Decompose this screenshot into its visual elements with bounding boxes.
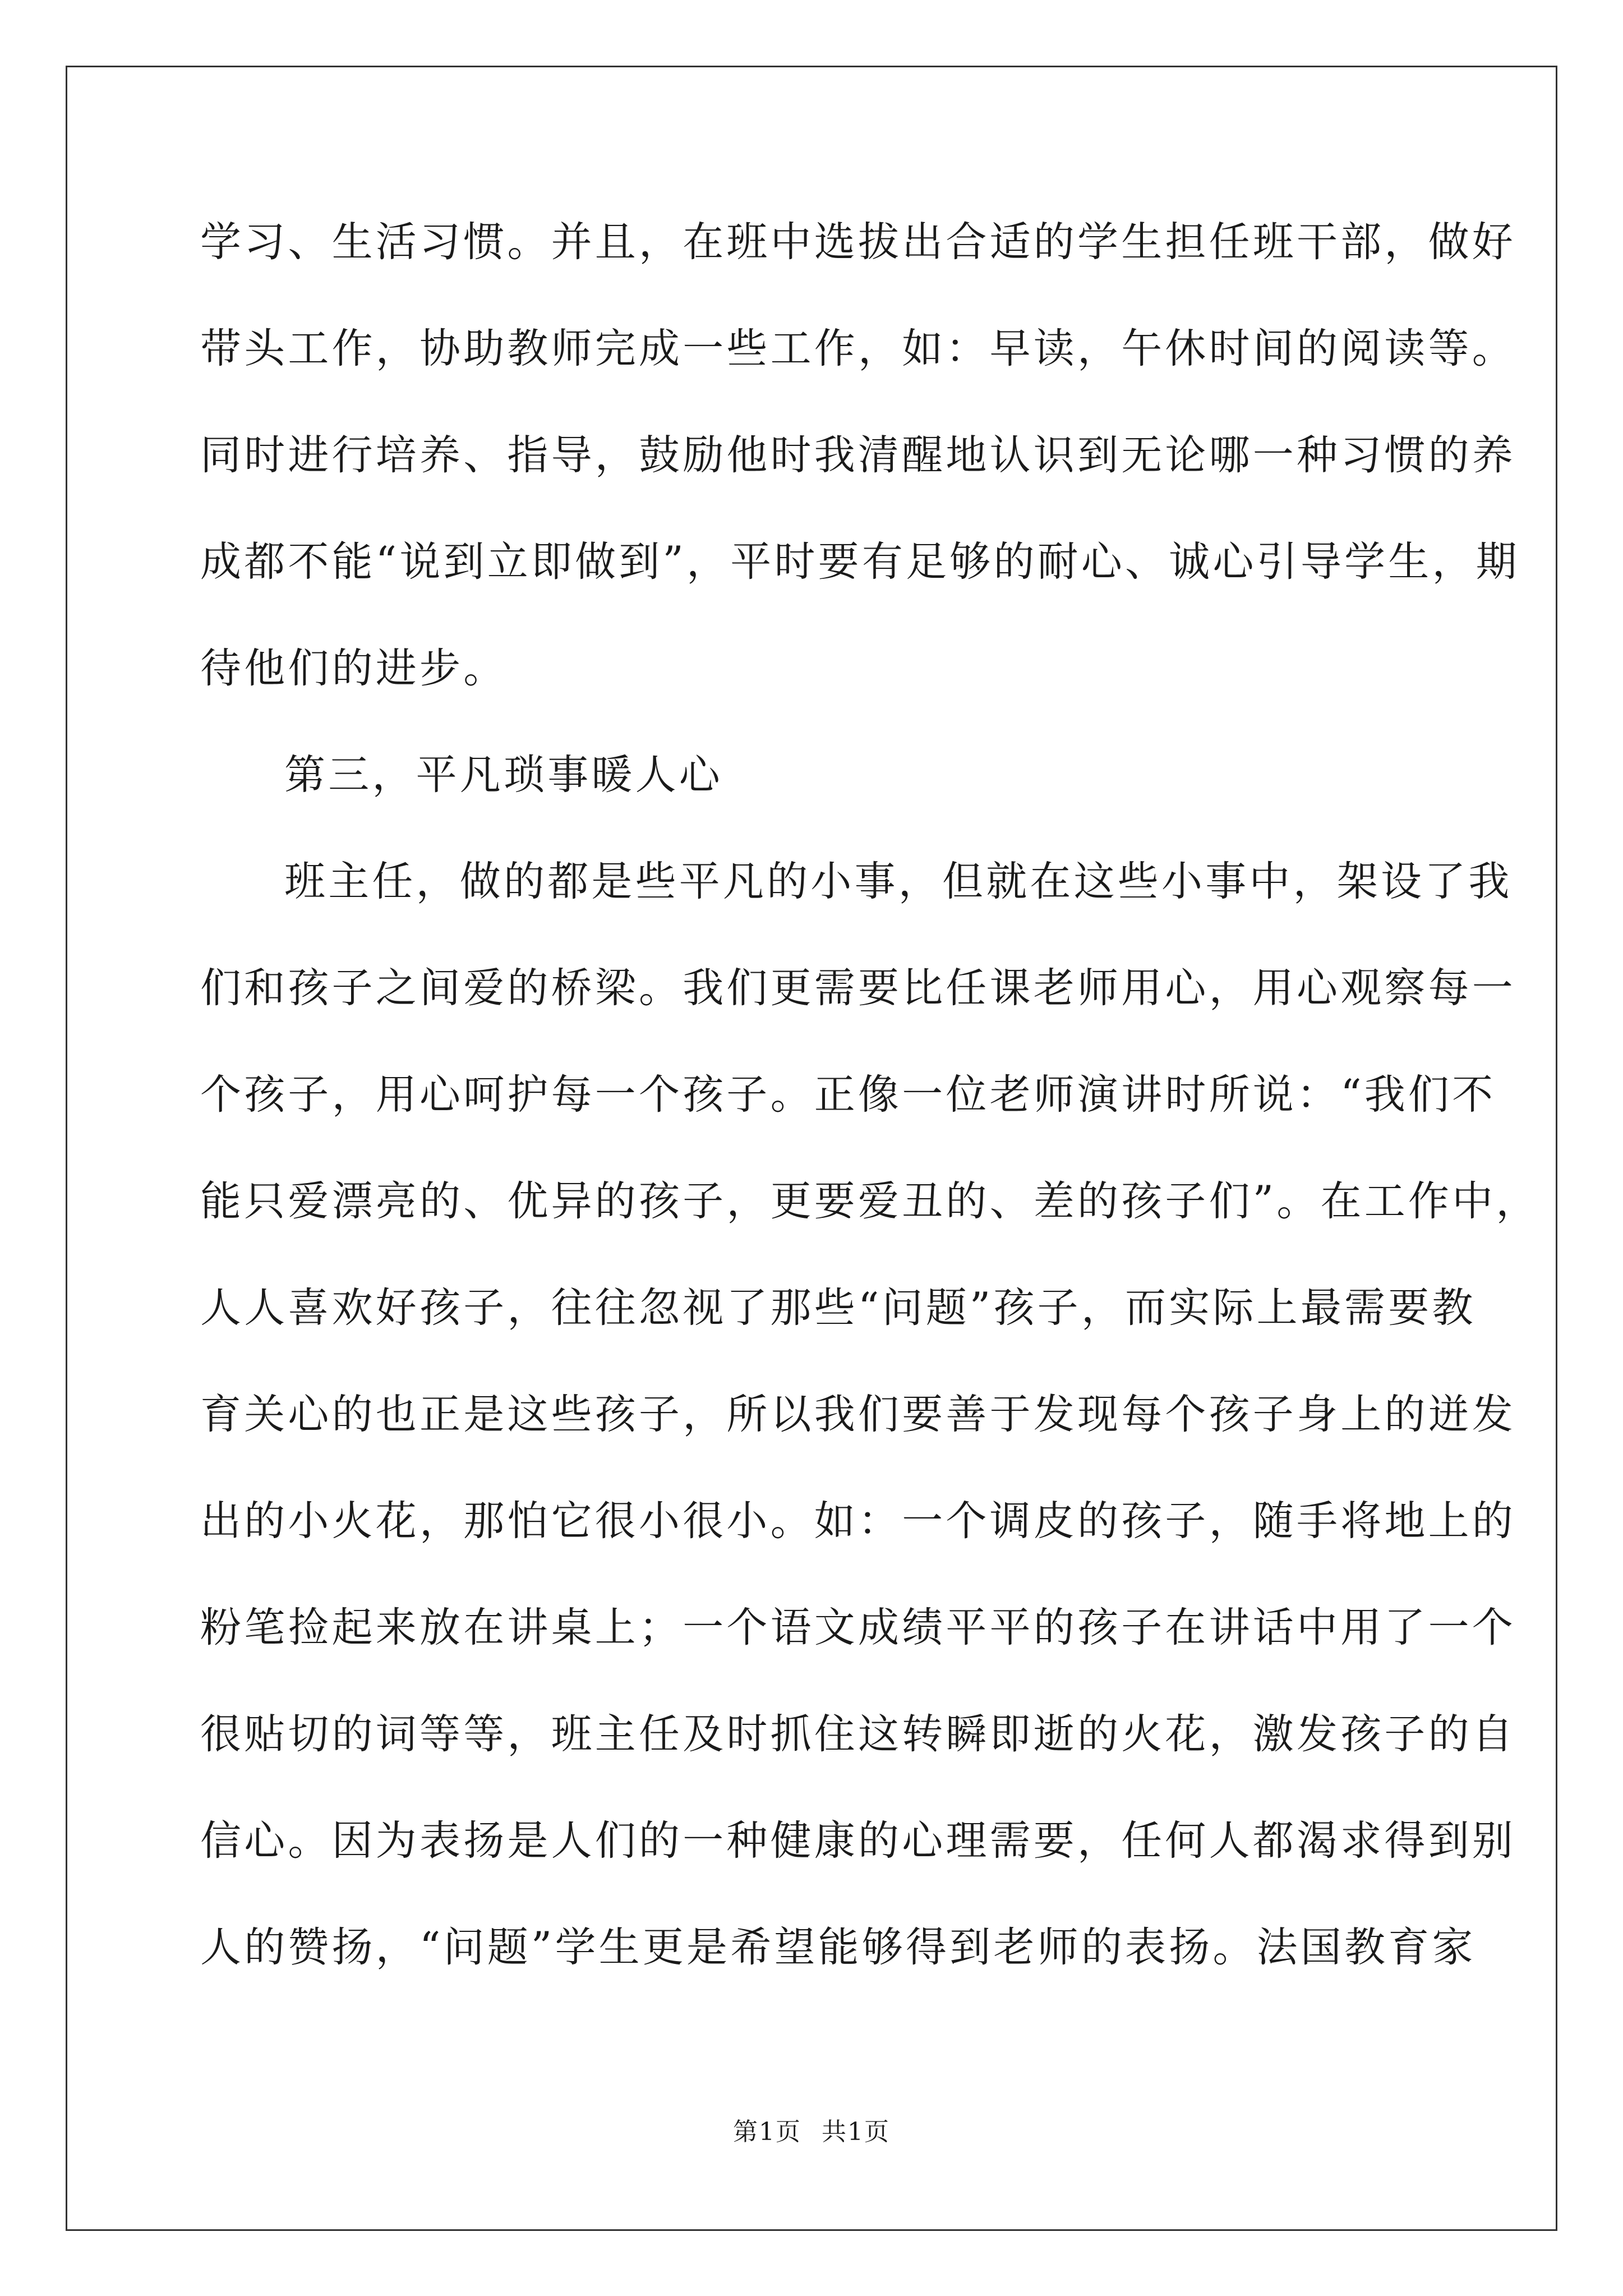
page-number: 第1页	[733, 2118, 801, 2146]
page-footer	[0, 2111, 1623, 2147]
body-line: 待他们的进步。	[200, 645, 508, 692]
body-line: 带头工作，协助教师完成一些工作，如：早读，午休时间的阅读等。	[200, 325, 1516, 372]
document-body	[200, 213, 1540, 2025]
body-line: 学习、生活习惯。并且，在班中选拔出合适的学生担任班干部，做好	[200, 218, 1516, 266]
body-line: 育关心的也正是这些孩子，所以我们要善于发现每个孩子身上的迸发	[200, 1391, 1516, 1438]
body-line: 人的赞扬，“问题”学生更是希望能够得到老师的表扬。法国教育家	[200, 1924, 1476, 1971]
page-total: 共1页	[822, 2118, 890, 2146]
body-line: 信心。因为表扬是人们的一种健康的心理需要，任何人都渴求得到别	[200, 1817, 1516, 1865]
body-line: 很贴切的词等等，班主任及时抓住这转瞬即逝的火花，激发孩子的自	[200, 1710, 1516, 1758]
body-line: 成都不能“说到立即做到”，平时要有足够的耐心、诚心引导学生，期	[200, 538, 1520, 586]
body-line: 出的小火花，那怕它很小很小。如：一个调皮的孩子，随手将地上的	[200, 1497, 1516, 1545]
body-line: 班主任，做的都是些平凡的小事，但就在这些小事中，架设了我	[284, 858, 1513, 905]
body-line: 粉笔捡起来放在讲桌上；一个语文成绩平平的孩子在讲话中用了一个	[200, 1604, 1516, 1651]
body-line: 个孩子，用心呵护每一个孩子。正像一位老师演讲时所说：“我们不	[200, 1071, 1496, 1119]
body-line: 同时进行培养、指导，鼓励他时我清醒地认识到无论哪一种习惯的养	[200, 431, 1516, 479]
body-line: 们和孩子之间爱的桥梁。我们更需要比任课老师用心，用心观察每一	[200, 964, 1516, 1012]
body-line: 能只爱漂亮的、优异的孩子，更要爱丑的、差的孩子们”。在工作中，	[200, 1177, 1540, 1225]
section-heading: 第三，平凡琐事暖人心	[284, 751, 723, 799]
body-line: 人人喜欢好孩子，往往忽视了那些“问题”孩子，而实际上最需要教	[200, 1284, 1476, 1332]
